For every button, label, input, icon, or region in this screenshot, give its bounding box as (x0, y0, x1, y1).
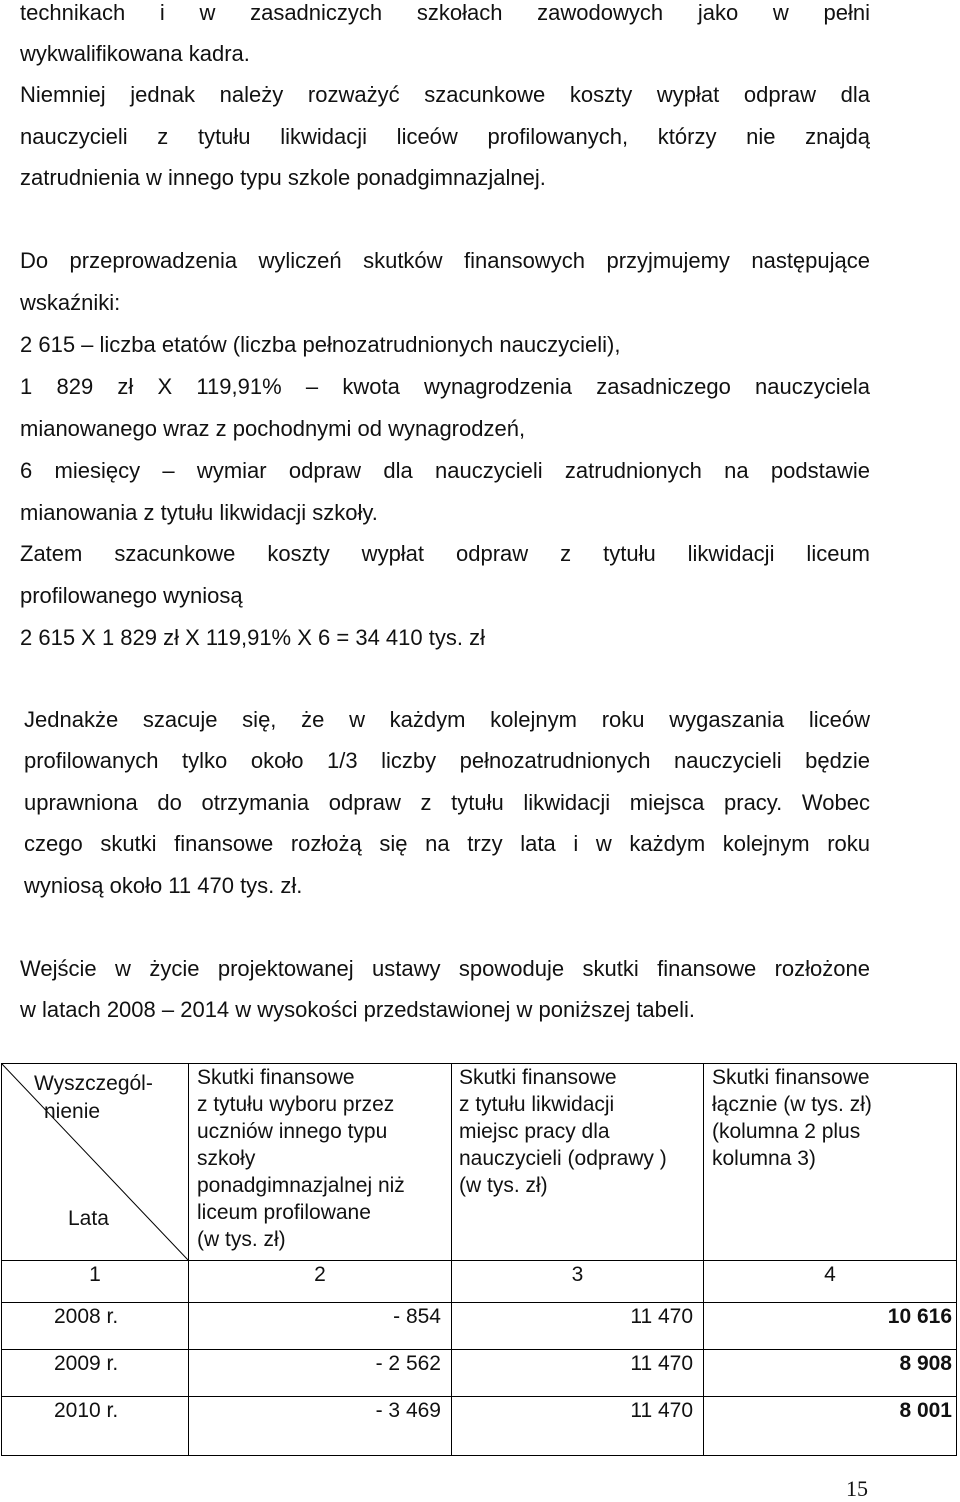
year-cell: 2009 r. (2, 1350, 189, 1397)
column-number-row (2, 1261, 957, 1303)
header-line: nauczycieli (odprawy ) (459, 1147, 667, 1170)
header-line: szkoły (197, 1147, 256, 1170)
corner-years-label: Lata (68, 1207, 109, 1230)
corner-label-line: nienie (44, 1100, 101, 1123)
text-line: mianowania z tytułu likwidacji szkoły. (20, 500, 378, 525)
column-number: 3 (452, 1261, 704, 1303)
year-cell: 2010 r. (2, 1397, 189, 1456)
text-line: profilowanych tylko około 1/3 liczby pełnozatrudnionych nauczycieli będzie (24, 748, 870, 773)
corner-label-line: Wyszczegól- (34, 1072, 153, 1095)
text-line: Zatem szacunkowe koszty wypłat odpraw z tytułu likwidacji liceum (20, 541, 870, 566)
text-line: mianowanego wraz z pochodnymi od wynagrodzeń, (20, 416, 526, 441)
header-line: (kolumna 2 plus (712, 1120, 861, 1143)
header-line: z tytułu likwidacji (459, 1093, 615, 1116)
text-line: 1 829 zł X 119,91% – kwota wynagrodzenia zasadniczego nauczyciela (20, 374, 870, 399)
header-line: Skutki finansowe (459, 1066, 617, 1089)
column-number: 4 (704, 1261, 957, 1303)
financial-effects-table (1, 1063, 957, 1456)
header-line: Skutki finansowe (197, 1066, 355, 1089)
header-line: z tytułu wyboru przez (197, 1093, 395, 1116)
text-line: profilowanego wyniosą (20, 583, 243, 608)
text-line: uprawniona do otrzymania odpraw z tytułu likwidacji miejsca pracy. Wobec (24, 790, 870, 815)
text-line: nauczycieli z tytułu likwidacji liceów profilowanych, którzy nie znajdą (20, 124, 870, 149)
value-cell: - 3 469 (189, 1397, 452, 1456)
table-header-row (2, 1064, 957, 1261)
text-line: w latach 2008 – 2014 w wysokości przedstawionej w poniższej tabeli. (20, 997, 696, 1022)
col4-header (704, 1064, 957, 1261)
text-line: technikach i w zasadniczych szkołach zawodowych jako w pełni (20, 0, 870, 25)
value-cell: 11 470 (452, 1303, 704, 1350)
header-line: miejsc pracy dla (459, 1120, 610, 1143)
text-line: czego skutki finansowe rozłożą się na trzy lata i w każdym kolejnym roku (24, 831, 870, 856)
text-line: wykwalifikowana kadra. (20, 41, 250, 66)
corner-header-label (34, 1070, 153, 1126)
text-line: Do przeprowadzenia wyliczeń skutków finansowych przyjmujemy następujące (20, 248, 870, 273)
text-line: 6 miesięcy – wymiar odpraw dla nauczycieli zatrudnionych na podstawie (20, 458, 870, 483)
table-row (2, 1350, 957, 1397)
value-cell: - 854 (189, 1303, 452, 1350)
header-line: (w tys. zł) (197, 1228, 286, 1251)
value-cell: 11 470 (452, 1397, 704, 1456)
col2-header (189, 1064, 452, 1261)
text-line: Jednakże szacuje się, że w każdym kolejnym roku wygaszania liceów (24, 707, 870, 732)
total-cell: 8 001 (704, 1397, 957, 1456)
text-line: 2 615 – liczba etatów (liczba pełnozatrudnionych nauczycieli), (20, 332, 621, 357)
corner-header-cell (2, 1064, 189, 1261)
column-number: 2 (189, 1261, 452, 1303)
header-line: Skutki finansowe (712, 1066, 870, 1089)
year-cell: 2008 r. (2, 1303, 189, 1350)
total-cell: 8 908 (704, 1350, 957, 1397)
text-line: zatrudnienia w innego typu szkole ponadgimnazjalnej. (20, 165, 546, 190)
header-line: (w tys. zł) (459, 1174, 548, 1197)
value-cell: - 2 562 (189, 1350, 452, 1397)
text-line: wskaźniki: (20, 290, 121, 315)
header-line: uczniów innego typu (197, 1120, 388, 1143)
header-line: liceum profilowane (197, 1201, 371, 1224)
column-number: 1 (2, 1261, 189, 1303)
table-row (2, 1303, 957, 1350)
formula-line: 2 615 X 1 829 zł X 119,91% X 6 = 34 410 tys. zł (20, 625, 485, 650)
text-line: wyniosą około 11 470 tys. zł. (24, 873, 303, 898)
text-line: Niemniej jednak należy rozważyć szacunkowe koszty wypłat odpraw dla (20, 82, 870, 107)
header-line: ponadgimnazjalnej niż (197, 1174, 405, 1197)
page-number: 15 (846, 1476, 868, 1501)
text-line: Wejście w życie projektowanej ustawy spowoduje skutki finansowe rozłożone (20, 956, 870, 981)
header-line: kolumna 3) (712, 1147, 816, 1170)
header-line: łącznie (w tys. zł) (712, 1093, 872, 1116)
total-cell: 10 616 (704, 1303, 957, 1350)
value-cell: 11 470 (452, 1350, 704, 1397)
col3-header (452, 1064, 704, 1261)
table-row (2, 1397, 957, 1456)
